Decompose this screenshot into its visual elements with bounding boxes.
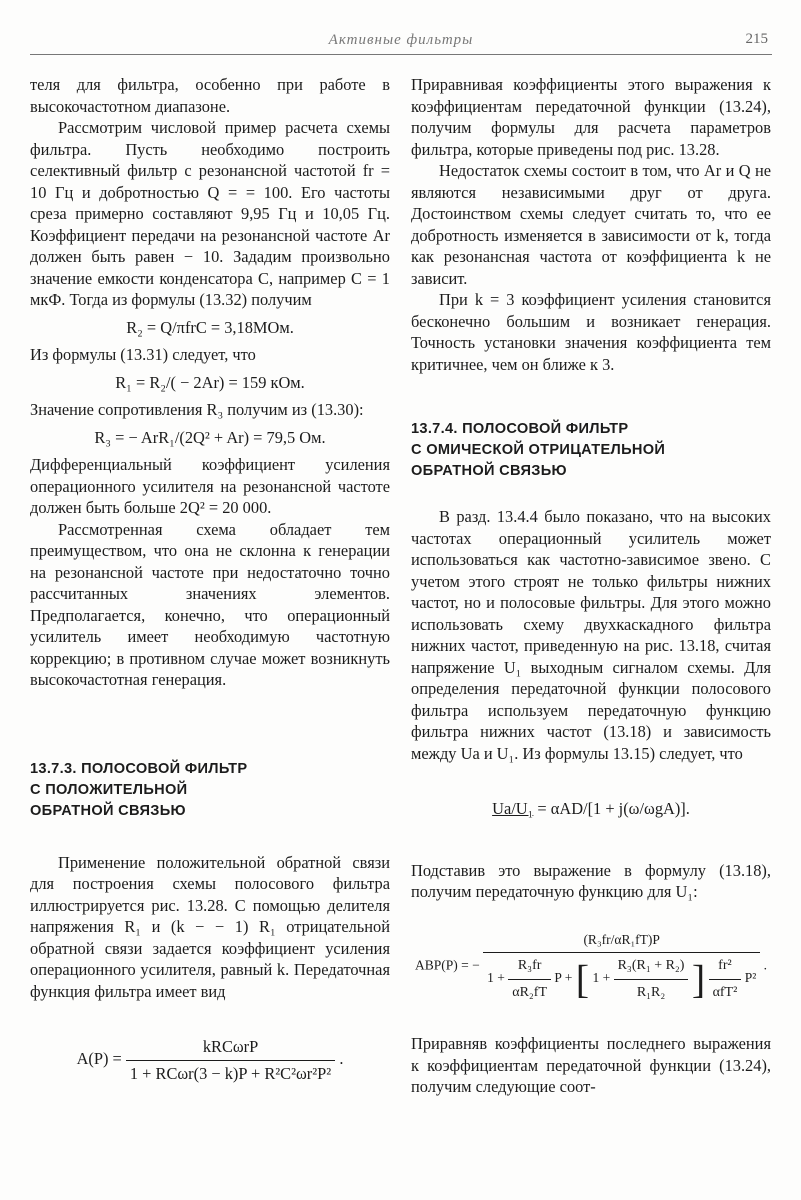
fraction-denominator bbox=[483, 953, 760, 1003]
denominator-term: 1 + bbox=[487, 970, 505, 986]
fraction bbox=[483, 929, 760, 1004]
fraction-numerator: R₃fr bbox=[508, 955, 551, 980]
formula-end: . bbox=[339, 1048, 344, 1068]
denominator-term: 1 + bbox=[592, 970, 611, 986]
formula-r3: R₃ = − ArR₁/(2Q² + Ar) = 79,5 Ом. bbox=[94, 427, 326, 447]
fraction-denominator: αR₂fT bbox=[512, 984, 548, 1000]
fraction-numerator: R₃(R₁ + R₂) bbox=[614, 955, 689, 980]
formula-abp bbox=[411, 929, 771, 1004]
paragraph: В разд. 13.4.4 было показано, что на высоких частотах операционный усилитель может использоваться как частотно-зависимое звено. С учетом этого строят не только фильтры нижних частот, но и полосовые фильтры. Для этого можно использовать схему двухкаскадного фильтра нижних частот, приведенную на рис. 13.18, считая напряжение U₁ выходным сигналом схемы. Для определения передаточной функции полосового фильтра используем передаточную функцию фильтра нижних частот (13.18) и зависимость между Ua и U₁. Из формулы 13.15) следует, что bbox=[411, 507, 771, 763]
section-heading: 13.7.3. ПОЛОСОВОЙ ФИЛЬТР bbox=[30, 760, 248, 777]
section-heading: 13.7.4. ПОЛОСОВОЙ ФИЛЬТР bbox=[411, 421, 629, 437]
fraction-denominator: 1 + RCωr(3 − k)P + R²C²ωr²P² bbox=[129, 1063, 332, 1083]
paragraph: Дифференциальный коэффициент усиления операционного усилителя на резонансной частоте должен быть больше 2Q² = 20 000. bbox=[30, 455, 390, 517]
paragraph: Применение положительной обратной связи для построения схемы полосового фильтра иллюстрируется рис. 13.28. С помощью делителя напряжения R₁ и (k − − 1) R₁ отрицательной обратной связи задается коэффициент усиления операционного усилителя, равный k. Передаточная функция фильтра имеет вид bbox=[30, 852, 390, 1001]
page-number: 215 bbox=[745, 31, 768, 47]
formula-r1: R₁ = R₂/( − 2Ar) = 159 кОм. bbox=[115, 372, 305, 392]
paragraph: Приравняв коэффициенты последнего выражения к коэффициентам передаточной функции (13.24), получим следующие соот- bbox=[411, 1034, 771, 1096]
formula-ua bbox=[411, 798, 771, 820]
denominator-term: P² bbox=[744, 970, 757, 986]
running-title: Активные фильтры bbox=[328, 32, 474, 48]
running-header bbox=[30, 28, 772, 55]
formula-lhs: ABP(P) = − bbox=[414, 956, 480, 972]
fraction bbox=[126, 1036, 335, 1084]
right-column bbox=[411, 74, 771, 1098]
fraction-numerator: fr² bbox=[709, 955, 742, 980]
paragraph: Рассмотренная схема обладает тем преимуществом, что она не склонна к генерации на резонансной частоте при недостаточно точно рассчитанных значениях элементов. Предполагается, конечно, что операционный усилитель имеет необходимую частотную коррекцию; в противном случае может возникнуть высокочастотная генерация. bbox=[30, 519, 390, 689]
formula-rhs: = αAD/[1 + j(ω/ωgA)]. bbox=[533, 799, 690, 818]
fraction bbox=[709, 955, 742, 1003]
section-heading: ОБРАТНОЙ СВЯЗЬЮ bbox=[30, 802, 186, 819]
fraction-denominator: αfT² bbox=[712, 984, 738, 1000]
denominator-term: P + bbox=[554, 970, 573, 986]
paragraph: Приравнивая коэффициенты этого выражения к коэффициентам передаточной функции (13.24), получим формулы для расчета параметров фильтра, которые приведены под рис. 13.28. bbox=[411, 75, 771, 159]
formula-lhs: Ua/U₁ bbox=[492, 799, 534, 818]
paragraph: теля для фильтра, особенно при работе в высокочастотном диапазоне. bbox=[30, 75, 390, 116]
formula-r2: R₂ = Q/πfrC = 3,18МОм. bbox=[126, 317, 294, 337]
paragraph: При k = 3 коэффициент усиления становится бесконечно большим и возникает генерация. Точность установки значения коэффициента тем критичнее, чем он ближе к 3. bbox=[411, 290, 771, 374]
bracket-open: [ bbox=[575, 956, 590, 1002]
paragraph: Рассмотрим числовой пример расчета схемы фильтра. Пусть необходимо построить селективный фильтр с резонансной частотой fr = 10 Гц и добротностью Q = = 100. Его частоты среза примерно составляют 9,95 Гц и 10,05 Гц. Коэффициент передачи на резонансной частоте Ar должен быть равен − 10. Зададим произвольно значение емкости конденсатора C, например C = 1 мкФ. Тогда из формулы (13.32) получим bbox=[30, 118, 390, 309]
section-heading: С ПОЛОЖИТЕЛЬНОЙ bbox=[30, 781, 188, 798]
fraction bbox=[614, 955, 689, 1003]
formula-lhs: A(P) = bbox=[76, 1048, 122, 1068]
section-heading: С ОМИЧЕСКОЙ ОТРИЦАТЕЛЬНОЙ bbox=[411, 442, 666, 458]
formula-end: . bbox=[763, 956, 767, 972]
section-heading: ОБРАТНОЙ СВЯЗЬЮ bbox=[411, 463, 567, 479]
fraction-numerator: kRCωrP bbox=[126, 1036, 335, 1061]
bracket-close: ] bbox=[691, 956, 706, 1002]
fraction bbox=[508, 955, 551, 1003]
left-column bbox=[30, 74, 390, 1084]
paragraph: Подставив это выражение в формулу (13.18), получим передаточную функцию для U₁: bbox=[411, 860, 771, 901]
formula-transfer-a bbox=[30, 1036, 390, 1084]
paragraph: Значение сопротивления R₃ получим из (13.30): bbox=[30, 400, 364, 419]
paragraph: Недостаток схемы состоит в том, что Ar и Q не являются независимыми друг от друга. Достоинством схемы следует считать то, что ее добротность изменяется в зависимости от k, тогда как резонансная частота от коэффициента k не зависит. bbox=[411, 161, 771, 288]
fraction-denominator: R₁R₂ bbox=[636, 984, 666, 1000]
paragraph: Из формулы (13.31) следует, что bbox=[30, 345, 256, 364]
fraction-numerator: (R₃fr/αR₁fT)P bbox=[483, 929, 760, 954]
